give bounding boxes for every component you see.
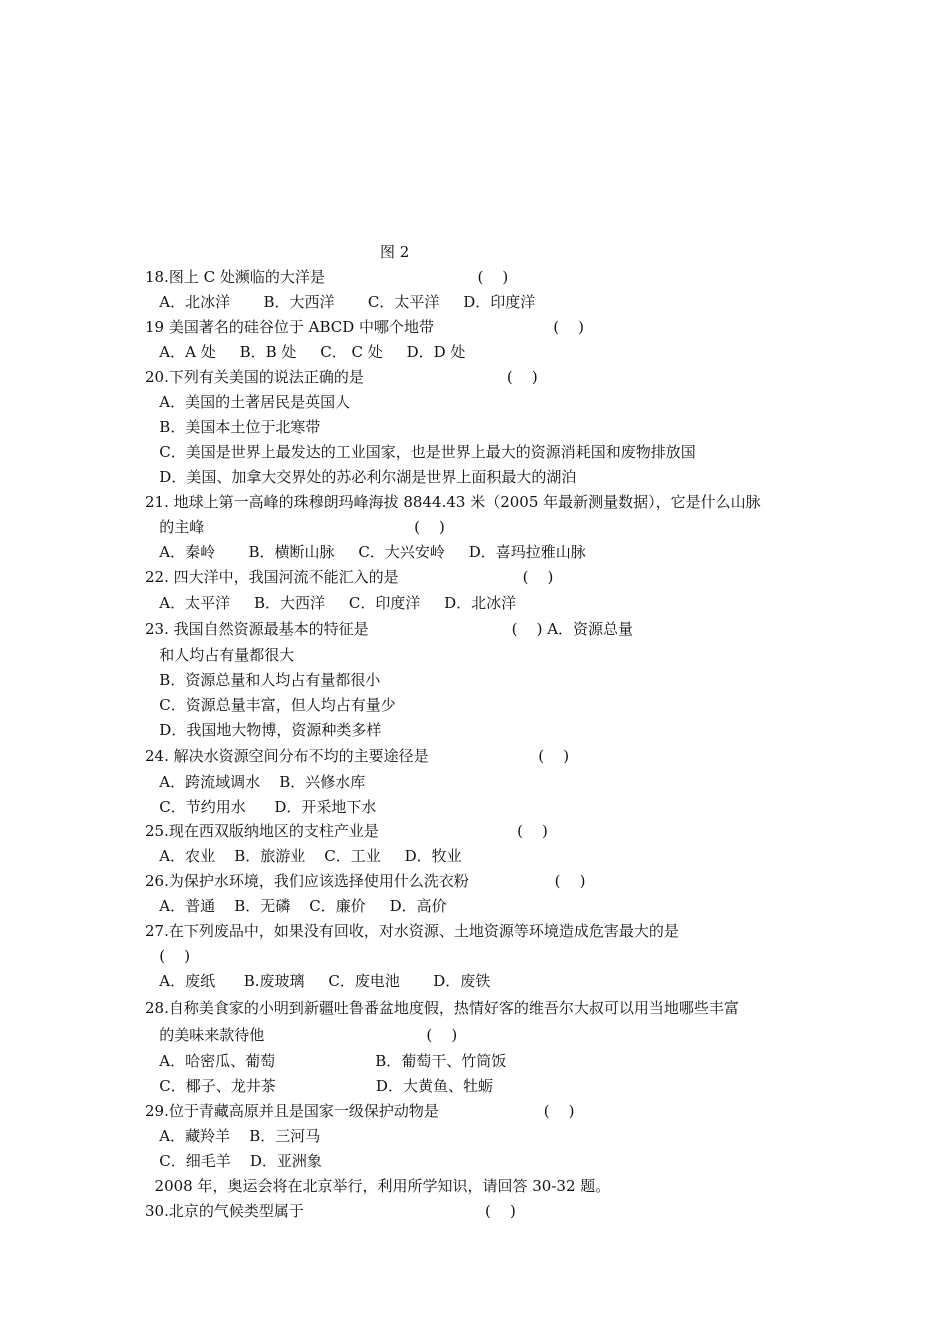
- olympics-intro: 2008 年，奥运会将在北京举行，利用所学知识，请回答 30-32 题。: [145, 1177, 611, 1195]
- question-24-options-cd: C．节约用水 D．开采地下水: [145, 798, 377, 816]
- question-30: 30.北京的气候类型属于 ( ): [145, 1202, 516, 1220]
- question-22: 22. 四大洋中，我国河流不能汇入的是 ( ): [145, 568, 554, 586]
- question-19-options: A．A 处 B．B 处 C． C 处 D．D 处: [145, 343, 466, 361]
- question-20-option-c: C．美国是世界上最发达的工业国家，也是世界上最大的资源消耗国和废物排放国: [145, 443, 696, 461]
- question-27-cont: ( ): [145, 947, 191, 965]
- question-27-options: A．废纸 B.废玻璃 C．废电池 D．废铁: [145, 972, 491, 990]
- question-28-cont: 的美味来款待他 ( ): [145, 1026, 458, 1044]
- question-26-options: A．普通 B．无磷 C．廉价 D．高价: [145, 897, 447, 915]
- question-24-options-ab: A．跨流域调水 B．兴修水库: [145, 773, 366, 791]
- question-27: 27.在下列废品中，如果没有回收，对水资源、土地资源等环境造成危害最大的是: [145, 922, 679, 940]
- question-23-option-c: C．资源总量丰富，但人均占有量少: [145, 696, 396, 714]
- question-25-options: A．农业 B．旅游业 C．工业 D．牧业: [145, 847, 462, 865]
- question-28: 28.自称美食家的小明到新疆吐鲁番盆地度假，热情好客的维吾尔大叔可以用当地哪些丰富: [145, 999, 739, 1017]
- question-29: 29.位于青藏高原并且是国家一级保护动物是 ( ): [145, 1102, 575, 1120]
- question-23: 23. 我国自然资源最基本的特征是 ( ) A．资源总量: [145, 620, 634, 638]
- question-25: 25.现在西双版纳地区的支柱产业是 ( ): [145, 822, 548, 840]
- question-19: 19 美国著名的硅谷位于 ABCD 中哪个地带 ( ): [145, 318, 585, 336]
- question-22-options: A．太平洋 B．大西洋 C．印度洋 D．北冰洋: [145, 594, 517, 612]
- question-21-cont: 的主峰 ( ): [145, 518, 445, 536]
- question-18: 18.图上 C 处濒临的大洋是 ( ): [145, 268, 509, 286]
- figure-caption: 图 2: [380, 243, 410, 261]
- question-20-option-a: A．美国的土著居民是英国人: [145, 393, 351, 411]
- question-20-option-d: D．美国、加拿大交界处的苏必利尔湖是世界上面积最大的湖泊: [145, 468, 577, 486]
- question-28-options-ab: A．哈密瓜、葡萄 B．葡萄干、竹筒饭: [145, 1052, 507, 1070]
- question-21-options: A．秦岭 B．横断山脉 C．大兴安岭 D．喜玛拉雅山脉: [145, 543, 586, 561]
- question-24: 24. 解决水资源空间分布不均的主要途径是 ( ): [145, 747, 570, 765]
- question-18-options: A．北冰洋 B．大西洋 C．太平洋 D．印度洋: [145, 293, 536, 311]
- question-20-option-b: B．美国本土位于北寒带: [145, 418, 321, 436]
- question-29-options-ab: A．藏羚羊 B．三河马: [145, 1127, 321, 1145]
- question-21: 21. 地球上第一高峰的珠穆朗玛峰海拔 8844.43 米（2005 年最新测量数据），它是什么山脉: [145, 493, 761, 511]
- question-28-options-cd: C．椰子、龙井茶 D．大黄鱼、牡蛎: [145, 1077, 493, 1095]
- question-23-option-d: D．我国地大物博，资源种类多样: [145, 721, 382, 739]
- question-23-option-a-cont: 和人均占有量都很大: [145, 646, 295, 664]
- question-29-options-cd: C．细毛羊 D．亚洲象: [145, 1152, 322, 1170]
- question-20: 20.下列有关美国的说法正确的是 ( ): [145, 368, 538, 386]
- question-26: 26.为保护水环境，我们应该选择使用什么洗衣粉 ( ): [145, 872, 586, 890]
- question-23-option-b: B．资源总量和人均占有量都很小: [145, 671, 381, 689]
